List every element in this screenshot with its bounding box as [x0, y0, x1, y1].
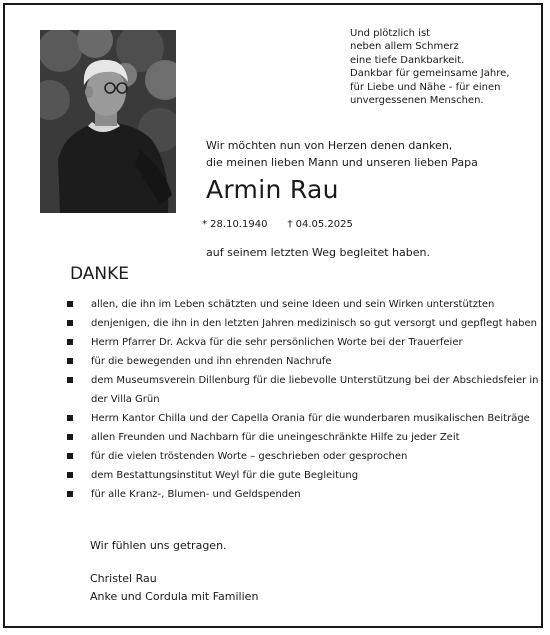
- intro-line: Wir möchten nun von Herzen denen danken,: [206, 139, 453, 152]
- deceased-name: Armin Rau: [206, 175, 339, 204]
- thanks-heading: DANKE: [70, 264, 130, 284]
- list-item: für alle Kranz-, Blumen- und Geldspenden: [67, 485, 539, 504]
- square-bullet-icon: [67, 339, 73, 345]
- intro-text: [206, 137, 536, 171]
- death-date: † 04.05.2025: [287, 219, 353, 230]
- square-bullet-icon: [67, 453, 73, 459]
- square-bullet-icon: [67, 491, 73, 497]
- list-item: dem Bestattungsinstitut Weyl für die gute Begleitung: [67, 466, 539, 485]
- quote-line: für Liebe und Nähe - für einen: [350, 81, 501, 93]
- signer-line: Christel Rau: [90, 572, 157, 585]
- list-item: denjenigen, die ihn in den letzten Jahren medizinisch so gut versorgt und gepflegt haben: [67, 314, 539, 333]
- signatories: [90, 570, 258, 606]
- list-item: für die bewegenden und ihn ehrenden Nachrufe: [67, 352, 539, 371]
- signer-line: Anke und Cordula mit Familien: [90, 590, 259, 603]
- square-bullet-icon: [67, 320, 73, 326]
- quote-line: unvergessenen Menschen.: [350, 95, 484, 107]
- square-bullet-icon: [67, 377, 73, 383]
- intro-line: die meinen lieben Mann und unseren lieben Papa: [206, 156, 478, 169]
- quote-line: Und plötzlich ist: [350, 28, 431, 39]
- quote-line: Dankbar für gemeinsame Jahre,: [350, 68, 510, 80]
- quote-line: neben allem Schmerz: [350, 41, 459, 53]
- portrait-image: [40, 30, 176, 213]
- obituary-notice: [3, 3, 543, 628]
- quote-line: eine tiefe Dankbarkeit.: [350, 54, 465, 66]
- square-bullet-icon: [67, 301, 73, 307]
- square-bullet-icon: [67, 434, 73, 440]
- list-item: allen Freunden und Nachbarn für die uneingeschränkte Hilfe zu jeder Zeit: [67, 428, 539, 447]
- life-dates: [202, 219, 353, 230]
- intro-closing-line: auf seinem letzten Weg begleitet haben.: [206, 246, 430, 259]
- list-item: Herrn Kantor Chilla und der Capella Orania für die wunderbaren musikalischen Beiträge: [67, 409, 539, 428]
- memorial-quote: [350, 27, 540, 107]
- square-bullet-icon: [67, 472, 73, 478]
- square-bullet-icon: [67, 358, 73, 364]
- birth-date: * 28.10.1940: [202, 219, 268, 230]
- closing-sentiment: Wir fühlen uns getragen.: [90, 539, 227, 552]
- thanks-list: [67, 295, 539, 504]
- list-item: für die vielen tröstenden Worte – geschrieben oder gesprochen: [67, 447, 539, 466]
- list-item: allen, die ihn im Leben schätzten und seine Ideen und sein Wirken unterstützten: [67, 295, 539, 314]
- list-item: Herrn Pfarrer Dr. Ackva für die sehr persönlichen Worte bei der Trauerfeier: [67, 333, 539, 352]
- portrait-photo: [40, 30, 176, 213]
- square-bullet-icon: [67, 415, 73, 421]
- list-item: dem Museumsverein Dillenburg für die liebevolle Unterstützung bei der Abschiedsfeier in der Villa Grün: [67, 371, 539, 409]
